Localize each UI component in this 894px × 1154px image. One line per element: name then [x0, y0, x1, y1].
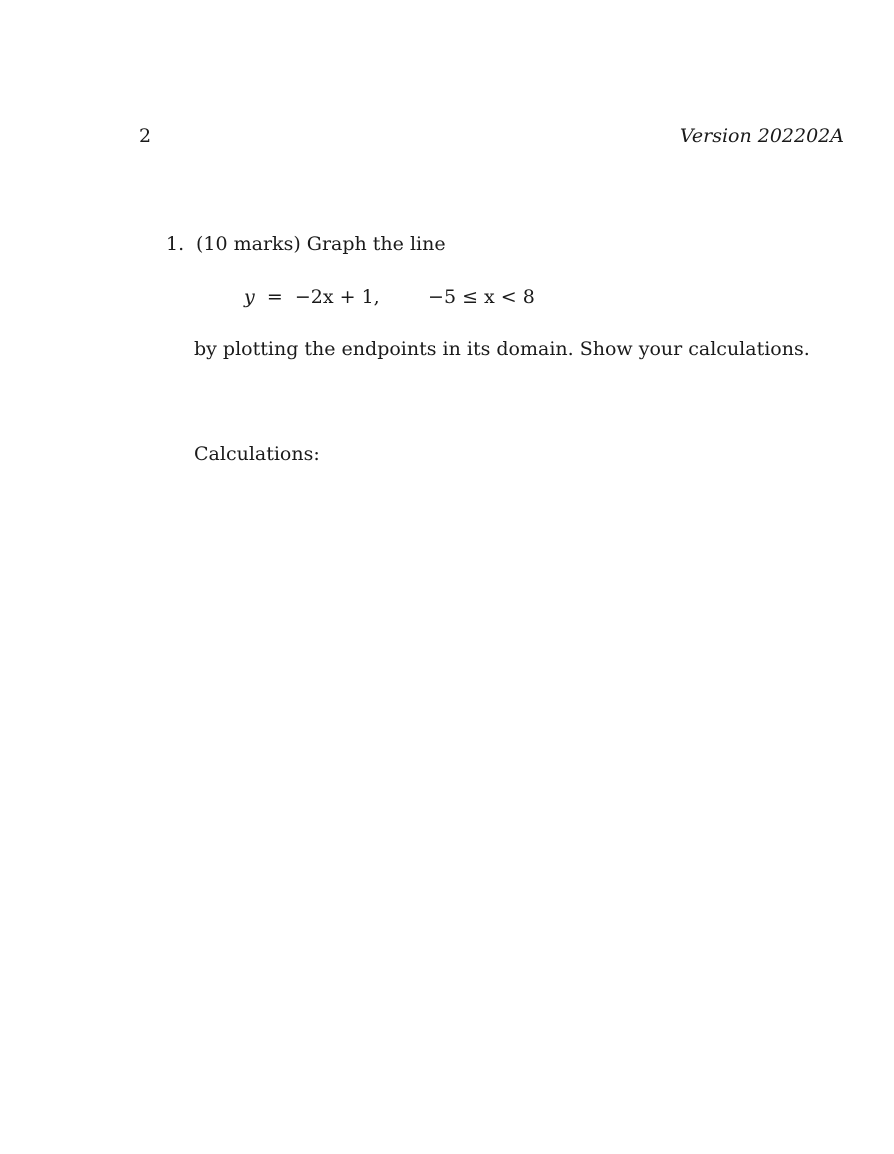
version-label: Version 202202A: [679, 125, 844, 147]
equation: [244, 285, 535, 309]
question-instruction: by plotting the endpoints in its domain. Show your calculations.: [194, 338, 810, 360]
question-prompt: (10 marks) Graph the line: [196, 233, 446, 255]
question-1: [166, 232, 826, 256]
equation-rhs: −2x + 1,: [294, 286, 380, 308]
equation-domain: −5 ≤ x < 8: [428, 286, 535, 308]
equation-equals: =: [266, 286, 283, 308]
equation-lhs: y: [244, 286, 255, 308]
answer-work-area[interactable]: [194, 480, 844, 1100]
page-number: 2: [139, 125, 152, 147]
question-number: 1.: [166, 233, 185, 255]
calculations-label: Calculations:: [194, 443, 320, 465]
